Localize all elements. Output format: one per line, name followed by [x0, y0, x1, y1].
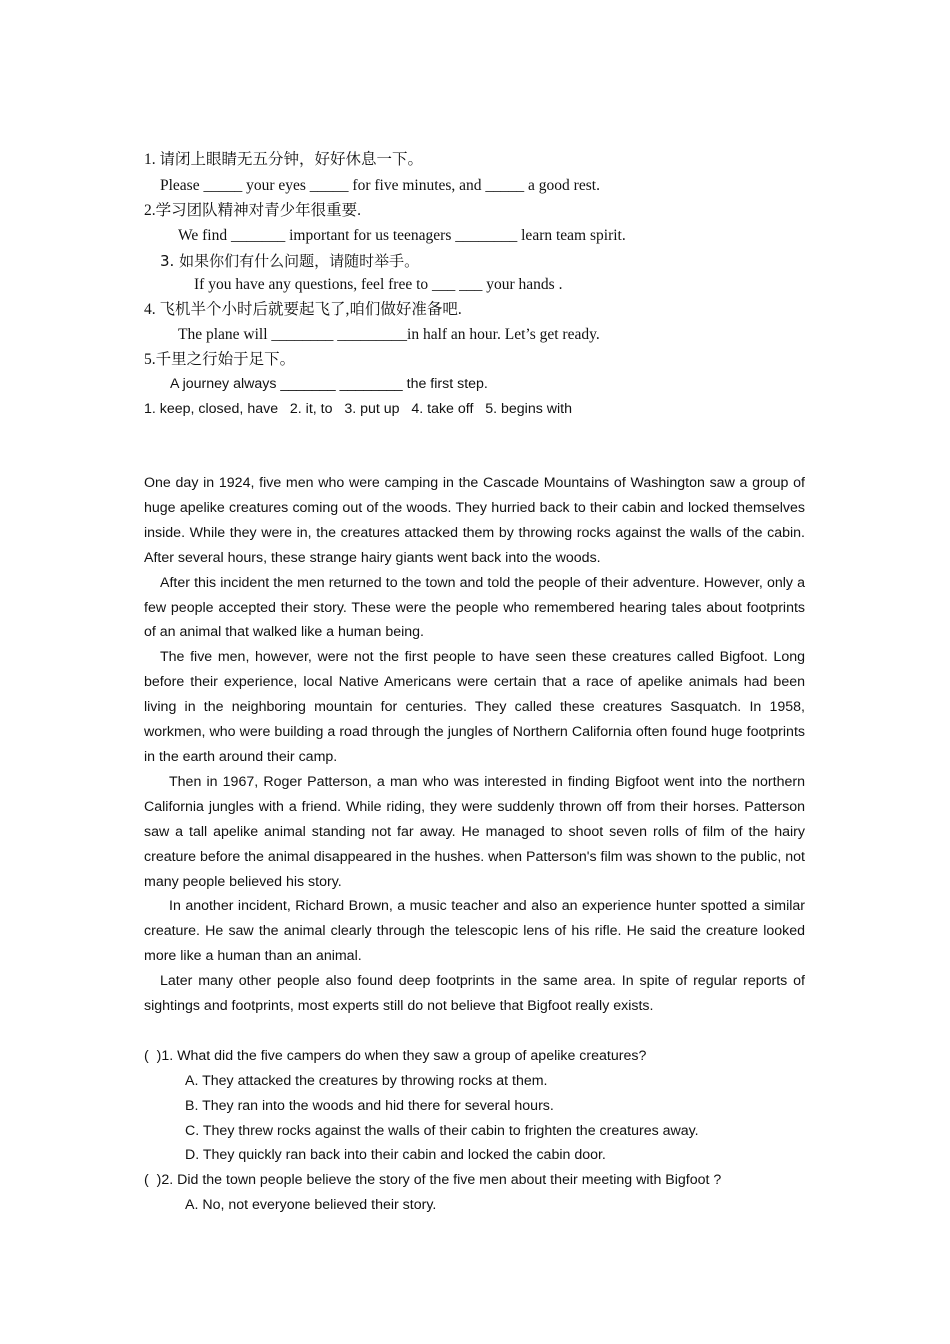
question-1-option-d: D. They quickly ran back into their cabin and locked the cabin door.: [185, 1147, 606, 1163]
reading-passage: [144, 471, 805, 1019]
question-1-option-b: B. They ran into the woods and hid there for several hours.: [185, 1098, 554, 1114]
item-3-chinese: 3. 如果你们有什么问题，请随时举手。: [160, 252, 420, 270]
passage-paragraph: Later many other people also found deep footprints in the same area. In spite of regular reports of sightings and footprints, most experts still do not believe that Bigfoot really exists.: [144, 973, 805, 1015]
item-4-chinese: 4. 飞机半个小时后就要起飞了,咱们做好准备吧.: [144, 301, 462, 318]
item-5-chinese: 5.千里之行始于足下。: [144, 351, 296, 368]
item-2-english: We find _______ important for us teenagers ________ learn team spirit.: [178, 227, 626, 244]
item-1-english: Please _____ your eyes _____ for five minutes, and _____ a good rest.: [160, 177, 600, 194]
item-1-chinese: 1. 请闭上眼睛无五分钟，好好休息一下。: [144, 151, 424, 168]
item-3-english: If you have any questions, feel free to ___ ___ your hands .: [194, 276, 563, 293]
passage-paragraph: One day in 1924, five men who were camping in the Cascade Mountains of Washington saw a group of huge apelike creatures coming out of the woods. They hurried back to their cabin and locked themselves inside. While they were in, the creatures attacked them by throwing rocks against the walls of the cabin. After several hours, these strange hairy giants went back into the woods.: [144, 475, 805, 566]
passage-paragraph: After this incident the men returned to the town and told the people of their adventure. However, only a few people accepted their story. These were the people who remembered hearing tales about footprints of an animal that walked like a human being.: [144, 574, 805, 641]
question-2-option-a: A. No, not everyone believed their story.: [185, 1197, 437, 1213]
question-2-stem: ( )2. Did the town people believe the story of the five men about their meeting with Bigfoot ?: [144, 1172, 722, 1188]
passage-paragraph: In another incident, Richard Brown, a music teacher and also an experience hunter spotted a similar creature. He saw the animal clearly through the telescopic lens of his rifle. He said the creature looked more like a human than an animal.: [144, 898, 805, 965]
question-1-option-c: C. They threw rocks against the walls of their cabin to frighten the creatures away.: [185, 1123, 699, 1139]
question-1-option-a: A. They attacked the creatures by throwing rocks at them.: [185, 1073, 548, 1089]
passage-paragraph: The five men, however, were not the first people to have seen these creatures called Bigfoot. Long before their experience, local Native Americans were certain that a race of apelike animals had been living in the neighboring mountain for centuries. They called these creatures Sasquatch. In 1958, workmen, who were building a road through the jungles of Northern California often found huge footprints in the earth around their camp.: [144, 649, 805, 765]
item-2-chinese: 2.学习团队精神对青少年很重要.: [144, 202, 362, 219]
answer-key: 1. keep, closed, have 2. it, to 3. put up 4. take off 5. begins with: [144, 401, 572, 417]
question-1-stem: ( )1. What did the five campers do when they saw a group of apelike creatures?: [144, 1048, 647, 1064]
passage-paragraph: Then in 1967, Roger Patterson, a man who was interested in finding Bigfoot went into the northern California jungles with a friend. While riding, they were suddenly thrown off from their horses. Patterson saw a tall apelike animal standing not far away. He managed to shoot seven rolls of film of the hairy creature before the animal disappeared in the hushes. when Patterson's film was shown to the public, not many people believed his story.: [144, 773, 805, 890]
item-4-english: The plane will ________ _________in half an hour. Let’s get ready.: [178, 326, 600, 343]
item-5-english: A journey always _______ ________ the first step.: [170, 376, 488, 392]
